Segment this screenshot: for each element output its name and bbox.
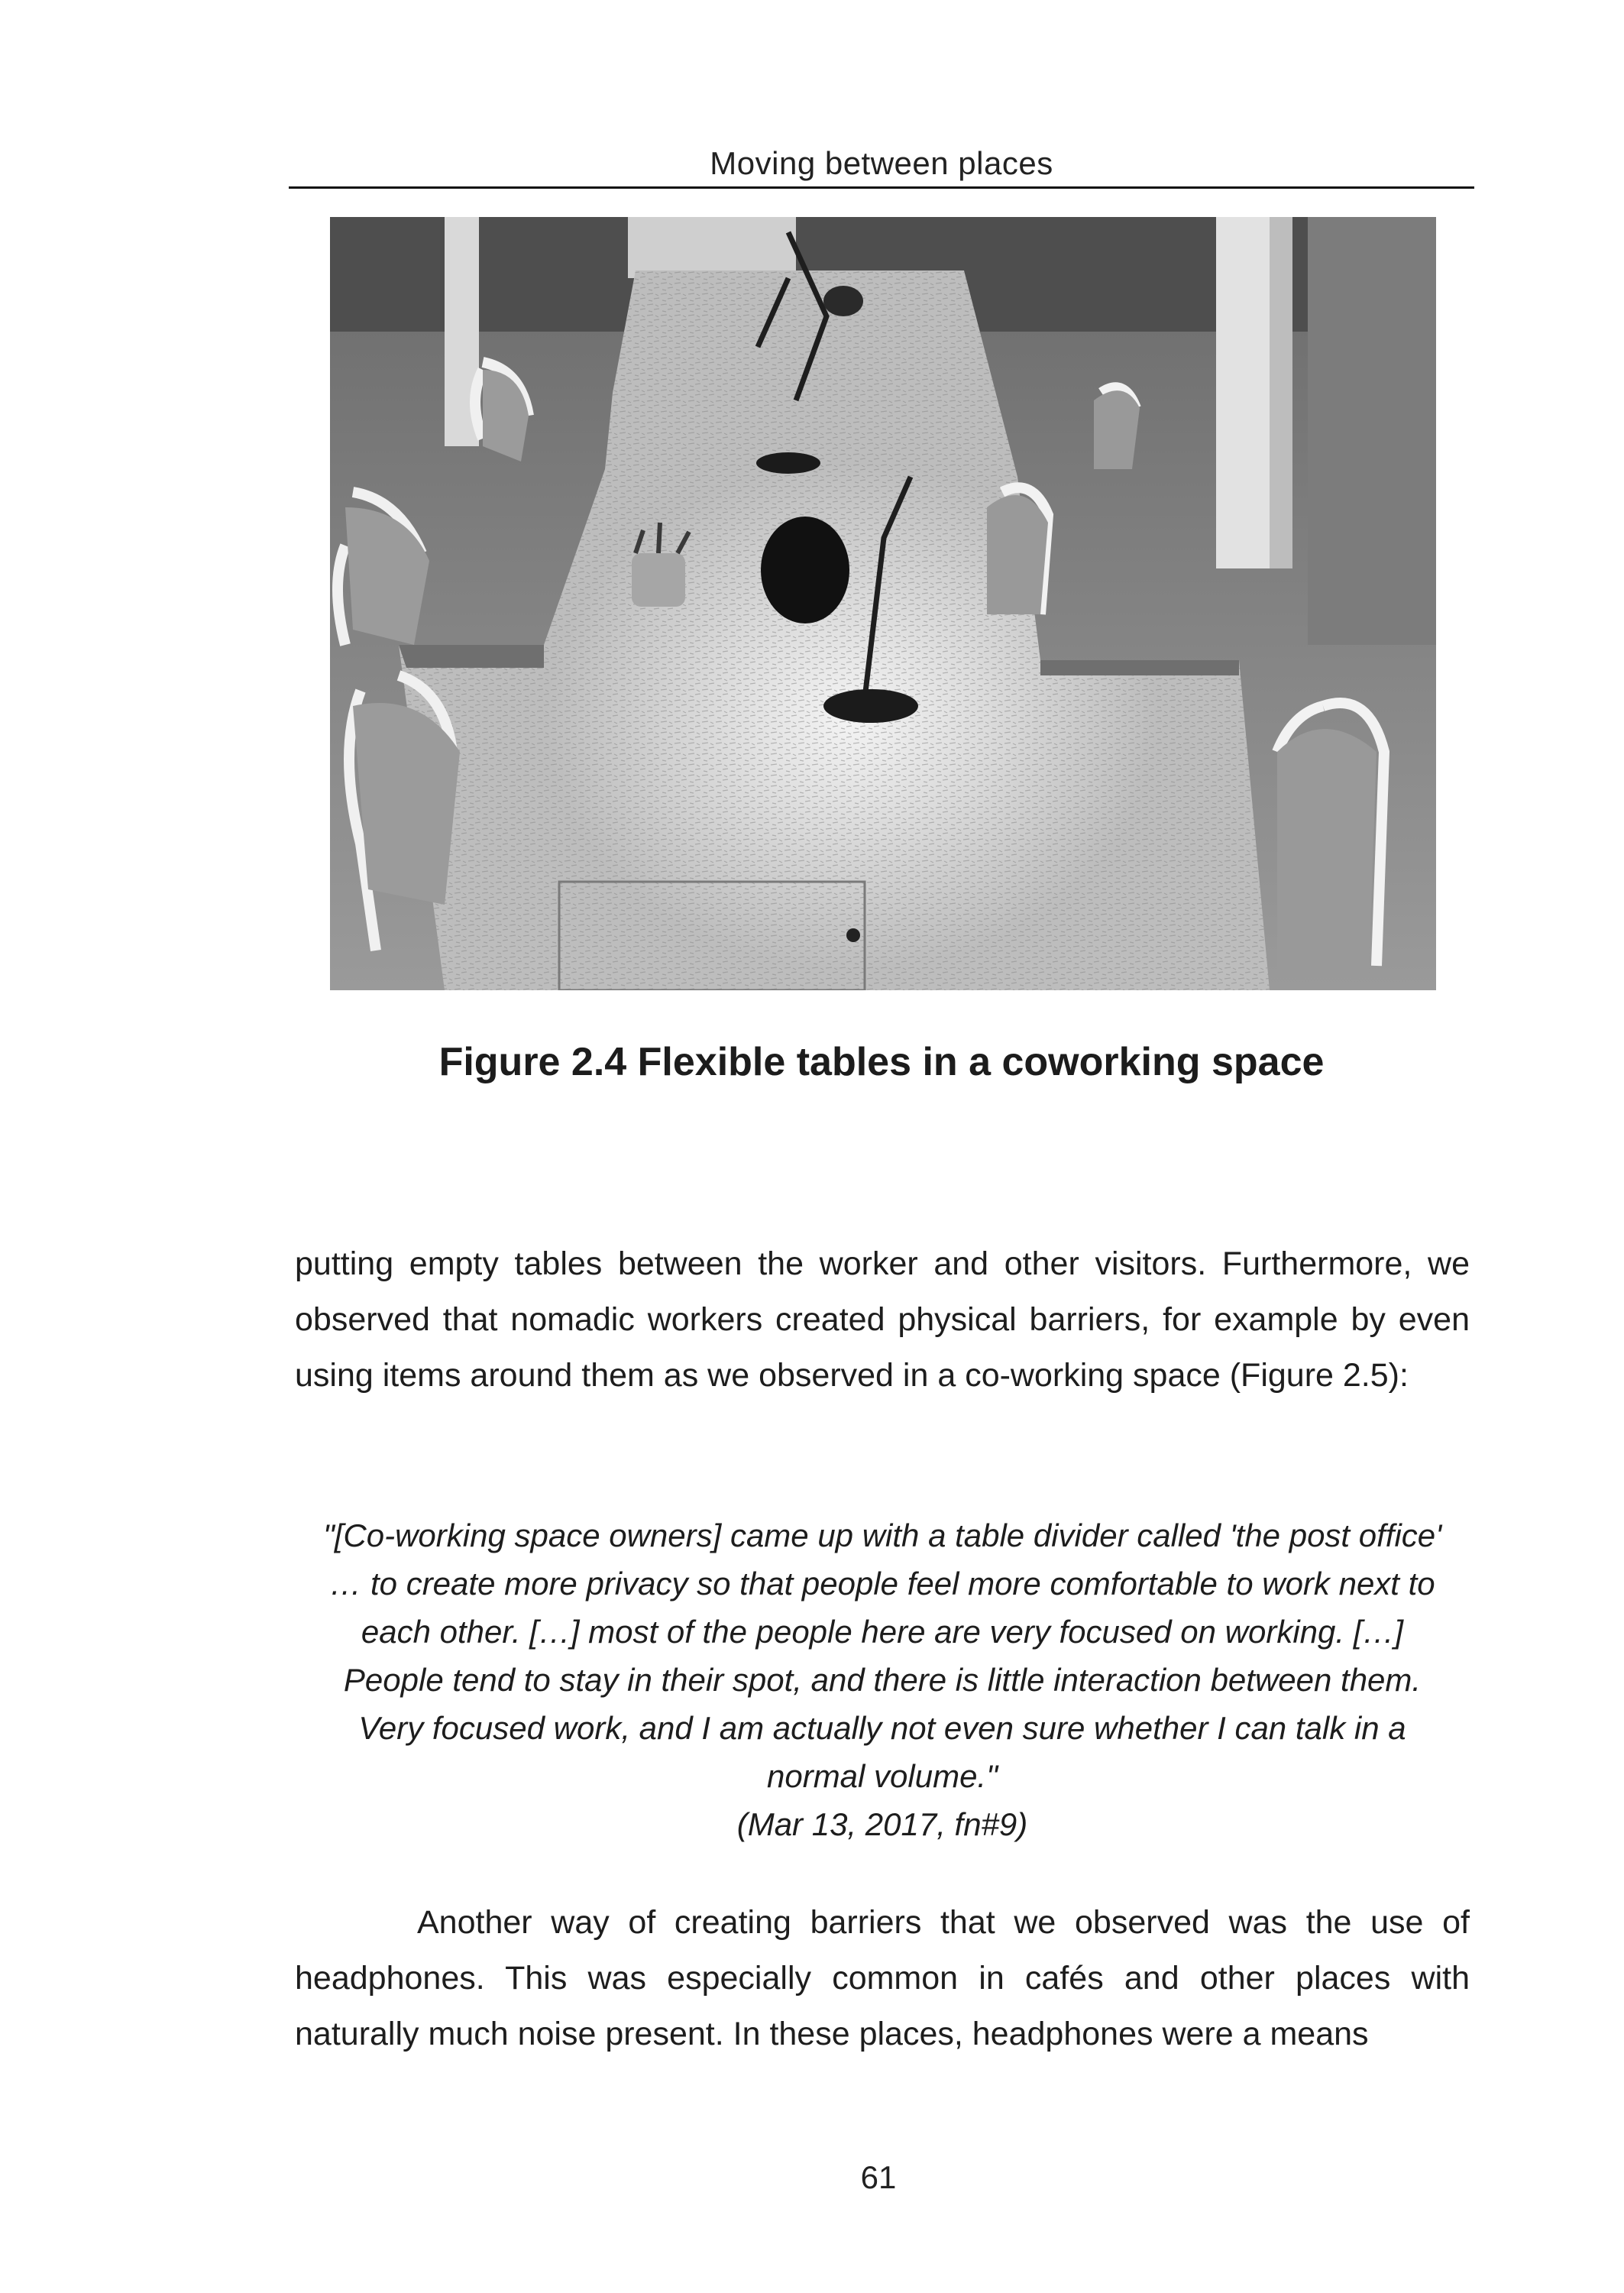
figure-photo (330, 217, 1436, 990)
figure-caption: Figure 2.4 Flexible tables in a coworking space (438, 1040, 1325, 1084)
quote-text: "[Co-working space owners] came up with a table divider called 'the post office' … to create more privacy so that people feel more comfortable to work next to each other. […] most of the people here are very focused on working. […] People tend to stay in their spot, and there is little interaction between them. Very focused work, and I am actually not even sure whether I can talk in a normal volume." (322, 1517, 1442, 1794)
body-paragraph-1: putting empty tables between the worker and other visitors. Furthermore, we observed that nomadic workers created physical barriers, for example by even using items around them as we observed in a co-working space (Figure 2.5): (295, 1245, 1470, 1394)
quote-source: (Mar 13, 2017, fn#9) (736, 1806, 1028, 1842)
block-quote (321, 1511, 1444, 1848)
page-number: 61 (860, 2159, 897, 2195)
header-rule (289, 186, 1474, 189)
running-head: Moving between places (710, 145, 1053, 181)
body-paragraph-2: Another way of creating barriers that we observed was the use of headphones. This was especially common in cafés and other places with naturally much noise present. In these places, headphones were a means (295, 1904, 1470, 2052)
